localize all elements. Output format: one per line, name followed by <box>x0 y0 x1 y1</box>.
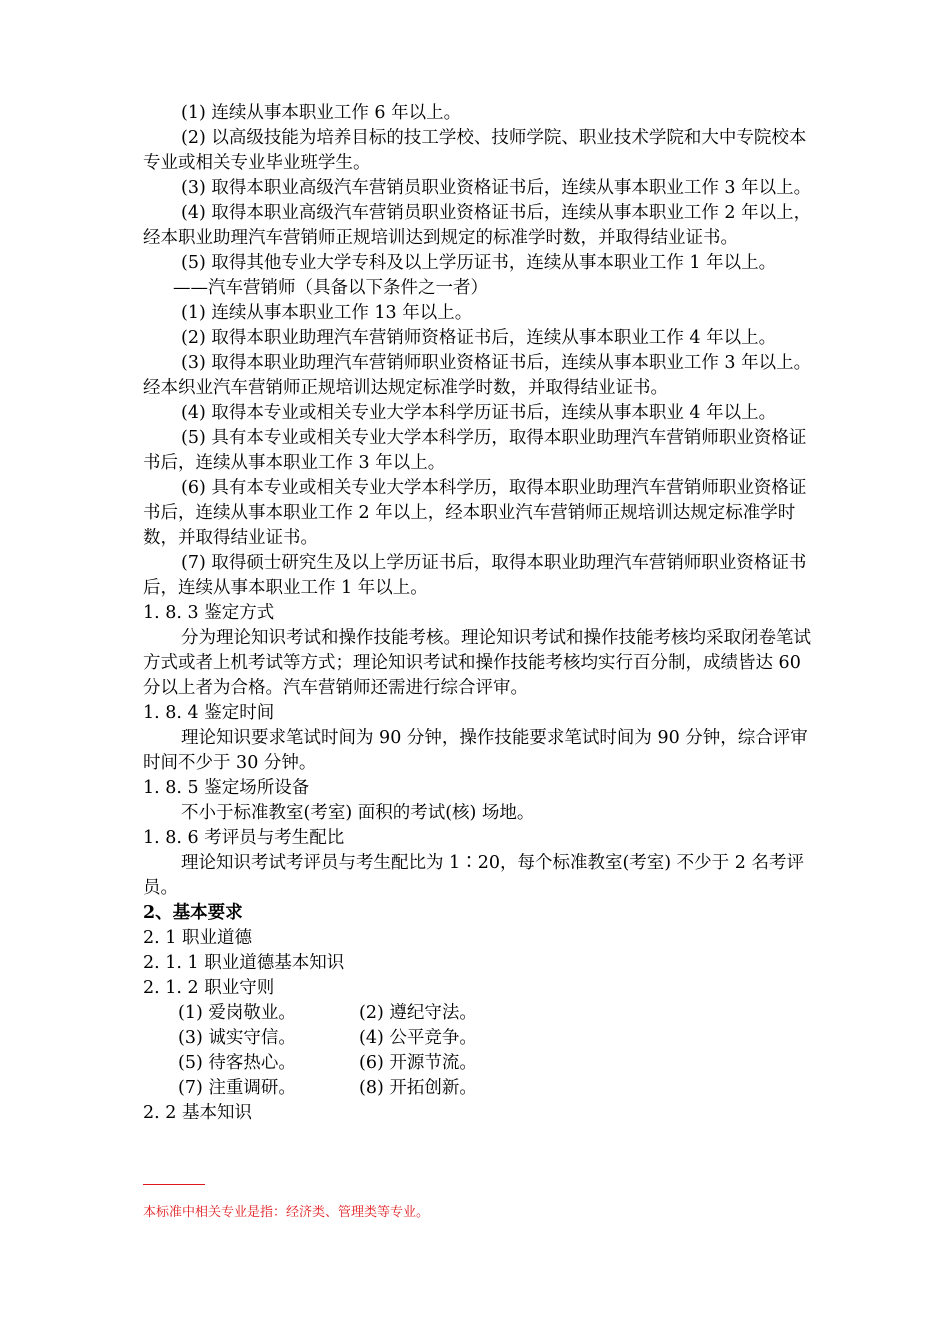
paragraph: (1) 连续从事本职业工作 6 年以上。 <box>181 103 462 123</box>
paragraph: (6) 具有本专业或相关专业大学本科学历，取得本职业助理汽车营销师职业资格证书后，连续从事本职业工作 2 年以上，经本职业汽车营销师正规培训达规定标准学时数，并取得结业证书。 <box>143 478 807 548</box>
chapter-heading: 2、基本要求 <box>143 903 243 923</box>
rule-item: (6) 开源节流。 <box>359 1053 477 1073</box>
paragraph: (4) 取得本专业或相关专业大学本科学历证书后，连续从事本职业 4 年以上。 <box>181 403 777 423</box>
section-heading: 2. 1 职业道德 <box>143 928 252 948</box>
paragraph: (7) 取得硕士研究生及以上学历证书后，取得本职业助理汽车营销师职业资格证书后，连续从事本职业工作 1 年以上。 <box>143 553 807 598</box>
rules-row <box>143 1001 813 1026</box>
section-heading: 1. 8. 4 鉴定时间 <box>143 703 275 723</box>
paragraph: 理论知识要求笔试时间为 90 分钟，操作技能要求笔试时间为 90 分钟，综合评审时间不少于 30 分钟。 <box>143 728 808 773</box>
paragraph: (3) 取得本职业高级汽车营销员职业资格证书后，连续从事本职业工作 3 年以上。 <box>181 178 812 198</box>
paragraph: (5) 具有本专业或相关专业大学本科学历，取得本职业助理汽车营销师职业资格证书后，连续从事本职业工作 3 年以上。 <box>143 428 807 473</box>
rules-row <box>143 1076 813 1101</box>
rule-item: (7) 注重调研。 <box>178 1078 296 1098</box>
paragraph: (2) 取得本职业助理汽车营销师资格证书后，连续从事本职业工作 4 年以上。 <box>181 328 777 348</box>
paragraph: (3) 取得本职业助理汽车营销师职业资格证书后，连续从事本职业工作 3 年以上。经本织业汽车营销师正规培训达规定标准学时数，并取得结业证书。 <box>143 353 812 398</box>
rules-row <box>143 1051 813 1076</box>
rule-item: (3) 诚实守信。 <box>178 1028 296 1048</box>
document-body <box>143 101 813 1126</box>
rule-item: (4) 公平竞争。 <box>359 1028 477 1048</box>
paragraph: 分为理论知识考试和操作技能考核。理论知识考试和操作技能考核均采取闭卷笔试方式或者上机考试等方式；理论知识考试和操作技能考核均实行百分制，成绩皆达 60 分以上者为合格。汽车营销师还需进行综合评审。 <box>143 628 811 698</box>
footnote: 本标准中相关专业是指：经济类、管理类等专业。 <box>143 1205 430 1220</box>
section-heading: 1. 8. 3 鉴定方式 <box>143 603 275 623</box>
rule-item: (1) 爱岗敬业。 <box>178 1003 296 1023</box>
rules-row <box>143 1026 813 1051</box>
paragraph: (4) 取得本职业高级汽车营销员职业资格证书后，连续从事本职业工作 2 年以上，经本职业助理汽车营销师正规培训达到规定的标准学时数，并取得结业证书。 <box>143 203 812 248</box>
paragraph: (5) 取得其他专业大学专科及以上学历证书，连续从事本职业工作 1 年以上。 <box>181 253 777 273</box>
rule-item: (5) 待客热心。 <box>178 1053 296 1073</box>
section-heading: 2. 2 基本知识 <box>143 1103 252 1123</box>
section-heading: 2. 1. 1 职业道德基本知识 <box>143 953 345 973</box>
rule-item: (8) 开拓创新。 <box>359 1078 477 1098</box>
section-heading: 2. 1. 2 职业守则 <box>143 978 275 998</box>
section-heading: 1. 8. 6 考评员与考生配比 <box>143 828 345 848</box>
footnote-separator <box>143 1184 205 1185</box>
section-heading: 1. 8. 5 鉴定场所设备 <box>143 778 310 798</box>
subsection-title: ——汽车营销师（具备以下条件之一者） <box>173 278 488 298</box>
paragraph: 理论知识考试考评员与考生配比为 1∶20，每个标准教室(考室) 不少于 2 名考评员。 <box>143 853 804 898</box>
paragraph: (1) 连续从事本职业工作 13 年以上。 <box>181 303 473 323</box>
rule-item: (2) 遵纪守法。 <box>359 1003 477 1023</box>
paragraph: (2) 以高级技能为培养目标的技工学校、技师学院、职业技术学院和大中专院校本专业或相关专业毕业班学生。 <box>143 128 807 173</box>
paragraph: 不小于标准教室(考室) 面积的考试(核) 场地。 <box>181 803 535 823</box>
